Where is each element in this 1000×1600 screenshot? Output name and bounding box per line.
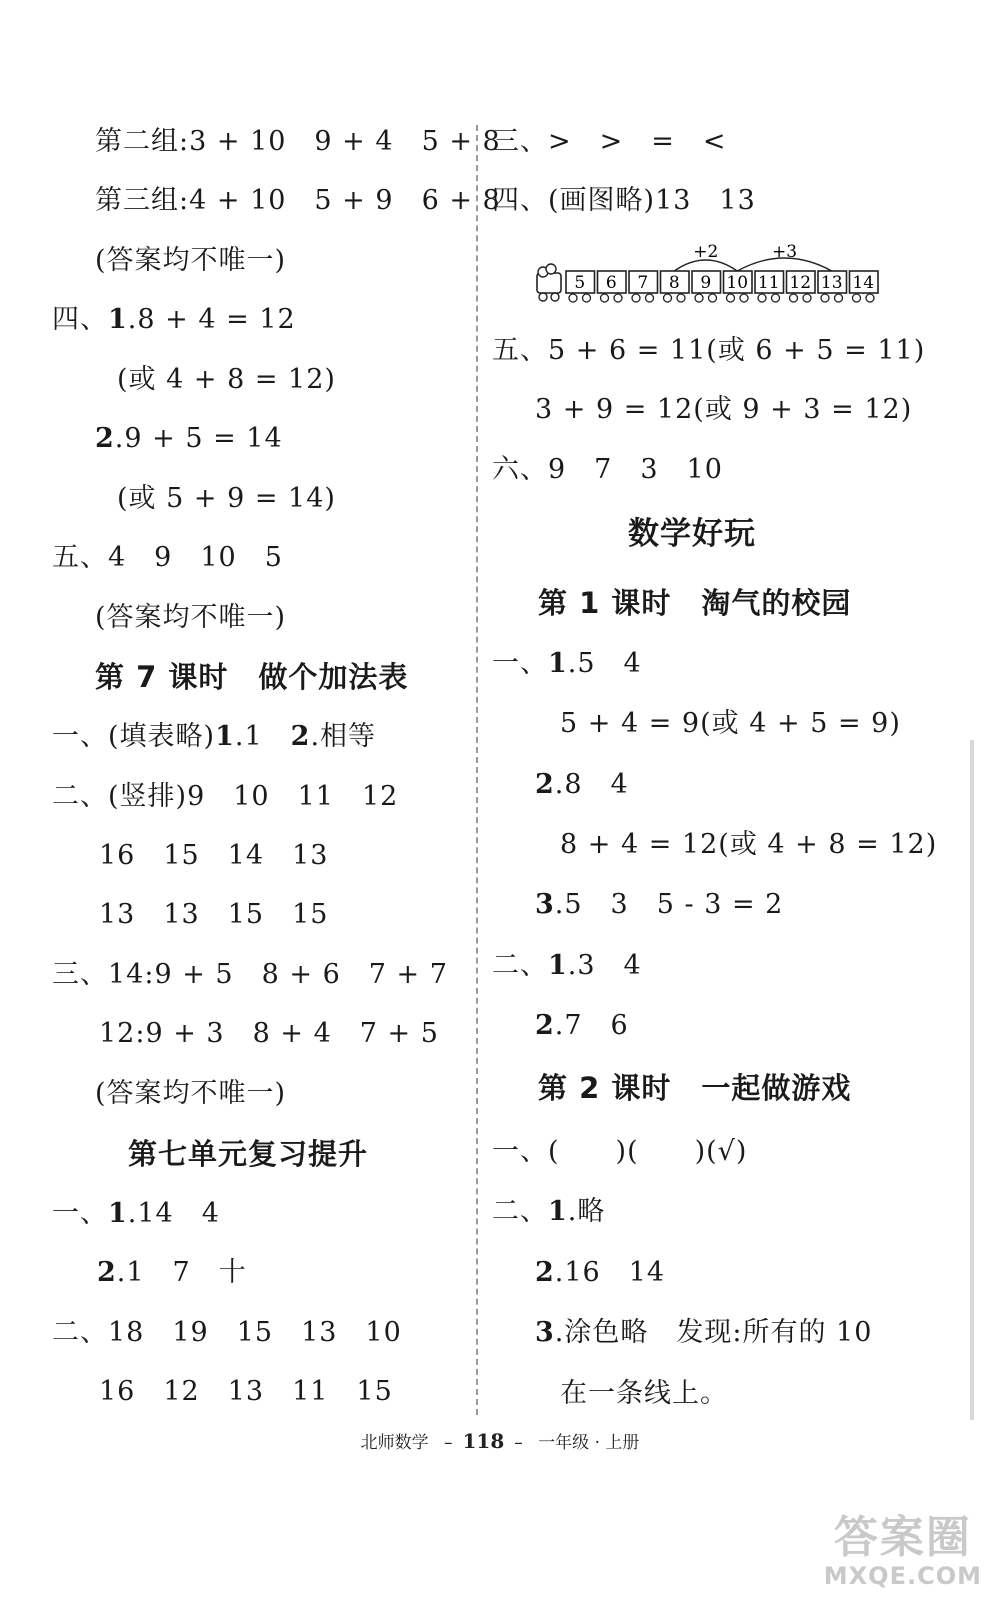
answer-note: (答案均不唯一) (95, 1078, 287, 1109)
answer-line: 二、(竖排)9 10 11 12 (52, 781, 399, 812)
train-wheel-icon (740, 294, 748, 302)
train-wheel-icon (646, 294, 654, 302)
train-wheel-icon (601, 294, 609, 302)
section-heading: 第七单元复习提升 (128, 1137, 369, 1171)
train-car-number: 5 (574, 273, 586, 293)
train-car (598, 271, 627, 302)
answer-line: 2.7 6 (535, 1010, 629, 1041)
answer-line: 一、( )( )(√) (492, 1136, 748, 1167)
train-car-number: 10 (726, 273, 749, 293)
train-car (724, 271, 753, 302)
watermark-title: 答案圈 (833, 1512, 972, 1563)
answer-line: 一、1.14 4 (52, 1198, 220, 1229)
train-wheel-icon (695, 294, 703, 302)
answer-line: 五、4 9 10 5 (52, 542, 283, 573)
answer-line: 六、9 7 3 10 (492, 454, 723, 485)
answer-line: 12:9 + 3 8 + 4 7 + 5 (99, 1018, 439, 1049)
train-wheel-icon (803, 294, 811, 302)
train-wheel-icon (772, 294, 780, 302)
column-divider (476, 125, 478, 1415)
train-car-number: 7 (637, 273, 649, 293)
watermark-url: MXQE.COM (823, 1562, 982, 1590)
section-heading: 数学好玩 (628, 516, 756, 552)
footer-grade: 一年级 · 上册 (538, 1433, 640, 1453)
answer-line: 2.16 14 (535, 1257, 666, 1288)
train-wheel-icon (727, 294, 735, 302)
section-heading: 第 1 课时 淘气的校园 (538, 586, 852, 620)
answer-line: 一、1.5 4 (492, 648, 642, 679)
answer-line: 四、(画图略)13 13 (492, 185, 756, 216)
answer-line: 第二组:3 + 10 9 + 4 5 + 8 (95, 126, 501, 157)
answer-line: 四、1.8 + 4 = 12 (52, 304, 296, 335)
train-wheel-icon (758, 294, 766, 302)
answer-line: 3.5 3 5 - 3 = 2 (535, 889, 784, 920)
train-car (629, 271, 658, 302)
jump-label: +3 (771, 243, 798, 262)
train-car (692, 271, 721, 302)
answer-note: (答案均不唯一) (95, 245, 287, 276)
jump-label: +2 (693, 243, 719, 262)
train-car (755, 271, 784, 302)
answer-line: 二、18 19 15 13 10 (52, 1317, 402, 1348)
answer-line: 五、5 + 6 = 11(或 6 + 5 = 11) (492, 335, 926, 366)
train-car (566, 271, 595, 302)
train-car (661, 271, 690, 302)
answer-line: 5 + 4 = 9(或 4 + 5 = 9) (560, 708, 901, 739)
train-car-number: 11 (757, 273, 780, 293)
page-footer: 北师数学 – 118 – 一年级 · 上册 (360, 1429, 640, 1453)
answer-line: 16 15 14 13 (99, 840, 329, 871)
answer-line: 2.1 7 十 (97, 1257, 247, 1288)
answer-line: 一、(填表略)1.1 2.相等 (52, 721, 377, 752)
train-wheel-icon (709, 294, 717, 302)
page-edge-shadow (970, 740, 974, 1420)
train-car-number: 6 (605, 273, 617, 293)
answer-line: 2.9 + 5 = 14 (95, 423, 283, 454)
number-train-diagram (535, 243, 895, 307)
train-wheel-icon (664, 294, 672, 302)
train-wheel-icon (821, 294, 829, 302)
page-number: 118 (462, 1429, 505, 1453)
train-car (850, 271, 879, 302)
train-wheel-icon (632, 294, 640, 302)
train-car-number: 8 (668, 273, 680, 293)
train-car (787, 271, 816, 302)
train-car-number: 13 (820, 273, 843, 293)
answer-line: 2.8 4 (535, 769, 629, 800)
answer-line: 8 + 4 = 12(或 4 + 8 = 12) (560, 829, 938, 860)
answer-line: 三、14:9 + 5 8 + 6 7 + 7 (52, 959, 448, 990)
answer-line: 二、1.略 (492, 1196, 606, 1227)
section-heading: 第 7 课时 做个加法表 (95, 660, 409, 694)
watermark (824, 1514, 982, 1590)
answer-line: 16 12 13 11 15 (99, 1376, 393, 1407)
answer-line: (或 5 + 9 = 14) (117, 483, 336, 514)
answer-line: 二、1.3 4 (492, 950, 642, 981)
train-wheel-icon (569, 294, 577, 302)
train-car (818, 271, 847, 302)
train-wheel-icon (866, 294, 874, 302)
train-wheel-icon (583, 294, 591, 302)
train-engine-icon (537, 264, 561, 301)
section-heading: 第 2 课时 一起做游戏 (538, 1071, 852, 1105)
train-wheel-icon (677, 294, 685, 302)
answer-line: (或 4 + 8 = 12) (117, 364, 336, 395)
train-car-number: 14 (852, 273, 875, 293)
train-car-number: 9 (700, 273, 712, 293)
answer-line: 三、> > = < (492, 126, 727, 157)
answer-line: 3 + 9 = 12(或 9 + 3 = 12) (535, 394, 913, 425)
answer-line: 13 13 15 15 (99, 899, 329, 930)
train-wheel-icon (835, 294, 843, 302)
train-wheel-icon (790, 294, 798, 302)
train-wheel-icon (853, 294, 861, 302)
answer-line: 3.涂色略 发现:所有的 10 (535, 1317, 873, 1348)
train-car-number: 12 (789, 273, 812, 293)
footer-subject: 北师数学 (360, 1433, 429, 1453)
answer-line: 第三组:4 + 10 5 + 9 6 + 8 (95, 185, 501, 216)
answer-line: 在一条线上。 (560, 1378, 728, 1409)
answer-note: (答案均不唯一) (95, 602, 287, 633)
train-wheel-icon (614, 294, 622, 302)
